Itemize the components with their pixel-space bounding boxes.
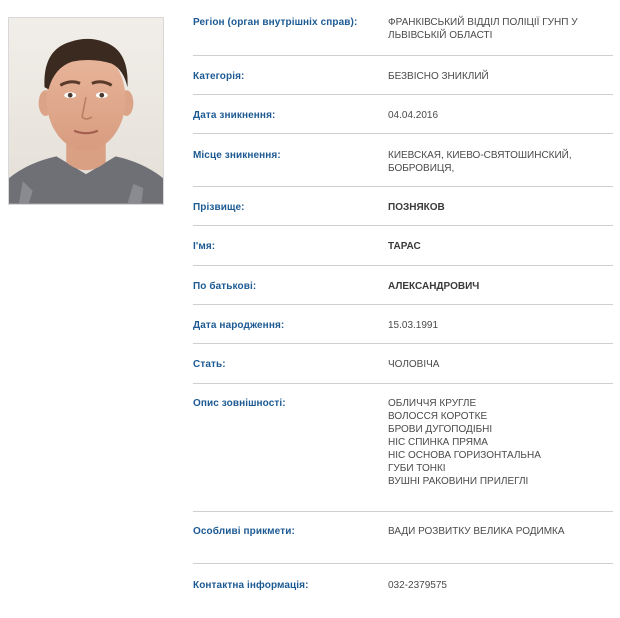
label-missing-date: Дата зникнення: — [193, 110, 276, 121]
value-missing-place: КИЕВСКАЯ, КИЕВО-СВЯТОШИНСКИЙ, БОБРОВИЦЯ, — [388, 150, 572, 174]
label-region: Регіон (орган внутрішніх справ): — [193, 17, 358, 28]
label-contact: Контактна інформація: — [193, 580, 309, 591]
label-special-marks: Особливі прикмети: — [193, 526, 295, 537]
label-first-name: І'мя: — [193, 241, 216, 252]
row-first-name — [193, 226, 613, 266]
value-patronymic: АЛЕКСАНДРОВИЧ — [388, 281, 480, 292]
row-surname — [193, 187, 613, 226]
value-appearance: ОБЛИЧЧЯ КРУГЛЕ ВОЛОССЯ КОРОТКЕ БРОВИ ДУГОПОДІБНІ НІС СПИНКА ПРЯМА НІС ОСНОВА ГОРИЗОНТАЛЬНА ГУБИ ТОНКІ ВУШНІ РАКОВИНИ ПРИЛЕГЛІ — [388, 398, 541, 487]
label-surname: Прізвище: — [193, 202, 245, 213]
value-category: БЕЗВІСНО ЗНИКЛИЙ — [388, 71, 489, 82]
row-special-marks — [193, 512, 613, 564]
label-patronymic: По батькові: — [193, 281, 257, 292]
row-contact — [193, 564, 613, 614]
row-region — [193, 0, 613, 56]
label-birth-date: Дата народження: — [193, 320, 285, 331]
value-contact: 032-2379575 — [388, 580, 447, 591]
value-missing-date: 04.04.2016 — [388, 110, 439, 121]
person-photo — [8, 17, 164, 205]
row-sex — [193, 344, 613, 384]
person-info-table — [193, 0, 613, 614]
portrait-image — [9, 18, 163, 204]
value-sex: ЧОЛОВІЧА — [388, 359, 440, 370]
row-missing-date — [193, 95, 613, 134]
label-category: Категорія: — [193, 71, 245, 82]
value-birth-date: 15.03.1991 — [388, 320, 439, 331]
row-appearance — [193, 384, 613, 512]
row-category — [193, 56, 613, 95]
value-surname: ПОЗНЯКОВ — [388, 202, 445, 213]
label-missing-place: Місце зникнення: — [193, 150, 281, 161]
row-birth-date — [193, 305, 613, 344]
row-missing-place — [193, 134, 613, 187]
label-sex: Стать: — [193, 359, 226, 370]
row-patronymic — [193, 266, 613, 305]
value-special-marks: ВАДИ РОЗВИТКУ ВЕЛИКА РОДИМКА — [388, 526, 565, 537]
value-region: ФРАНКІВСЬКИЙ ВІДДІЛ ПОЛІЦІЇ ГУНП У ЛЬВІВСЬКІЙ ОБЛАСТІ — [388, 17, 578, 41]
value-first-name: ТАРАС — [388, 241, 421, 252]
label-appearance: Опис зовнішності: — [193, 398, 286, 409]
